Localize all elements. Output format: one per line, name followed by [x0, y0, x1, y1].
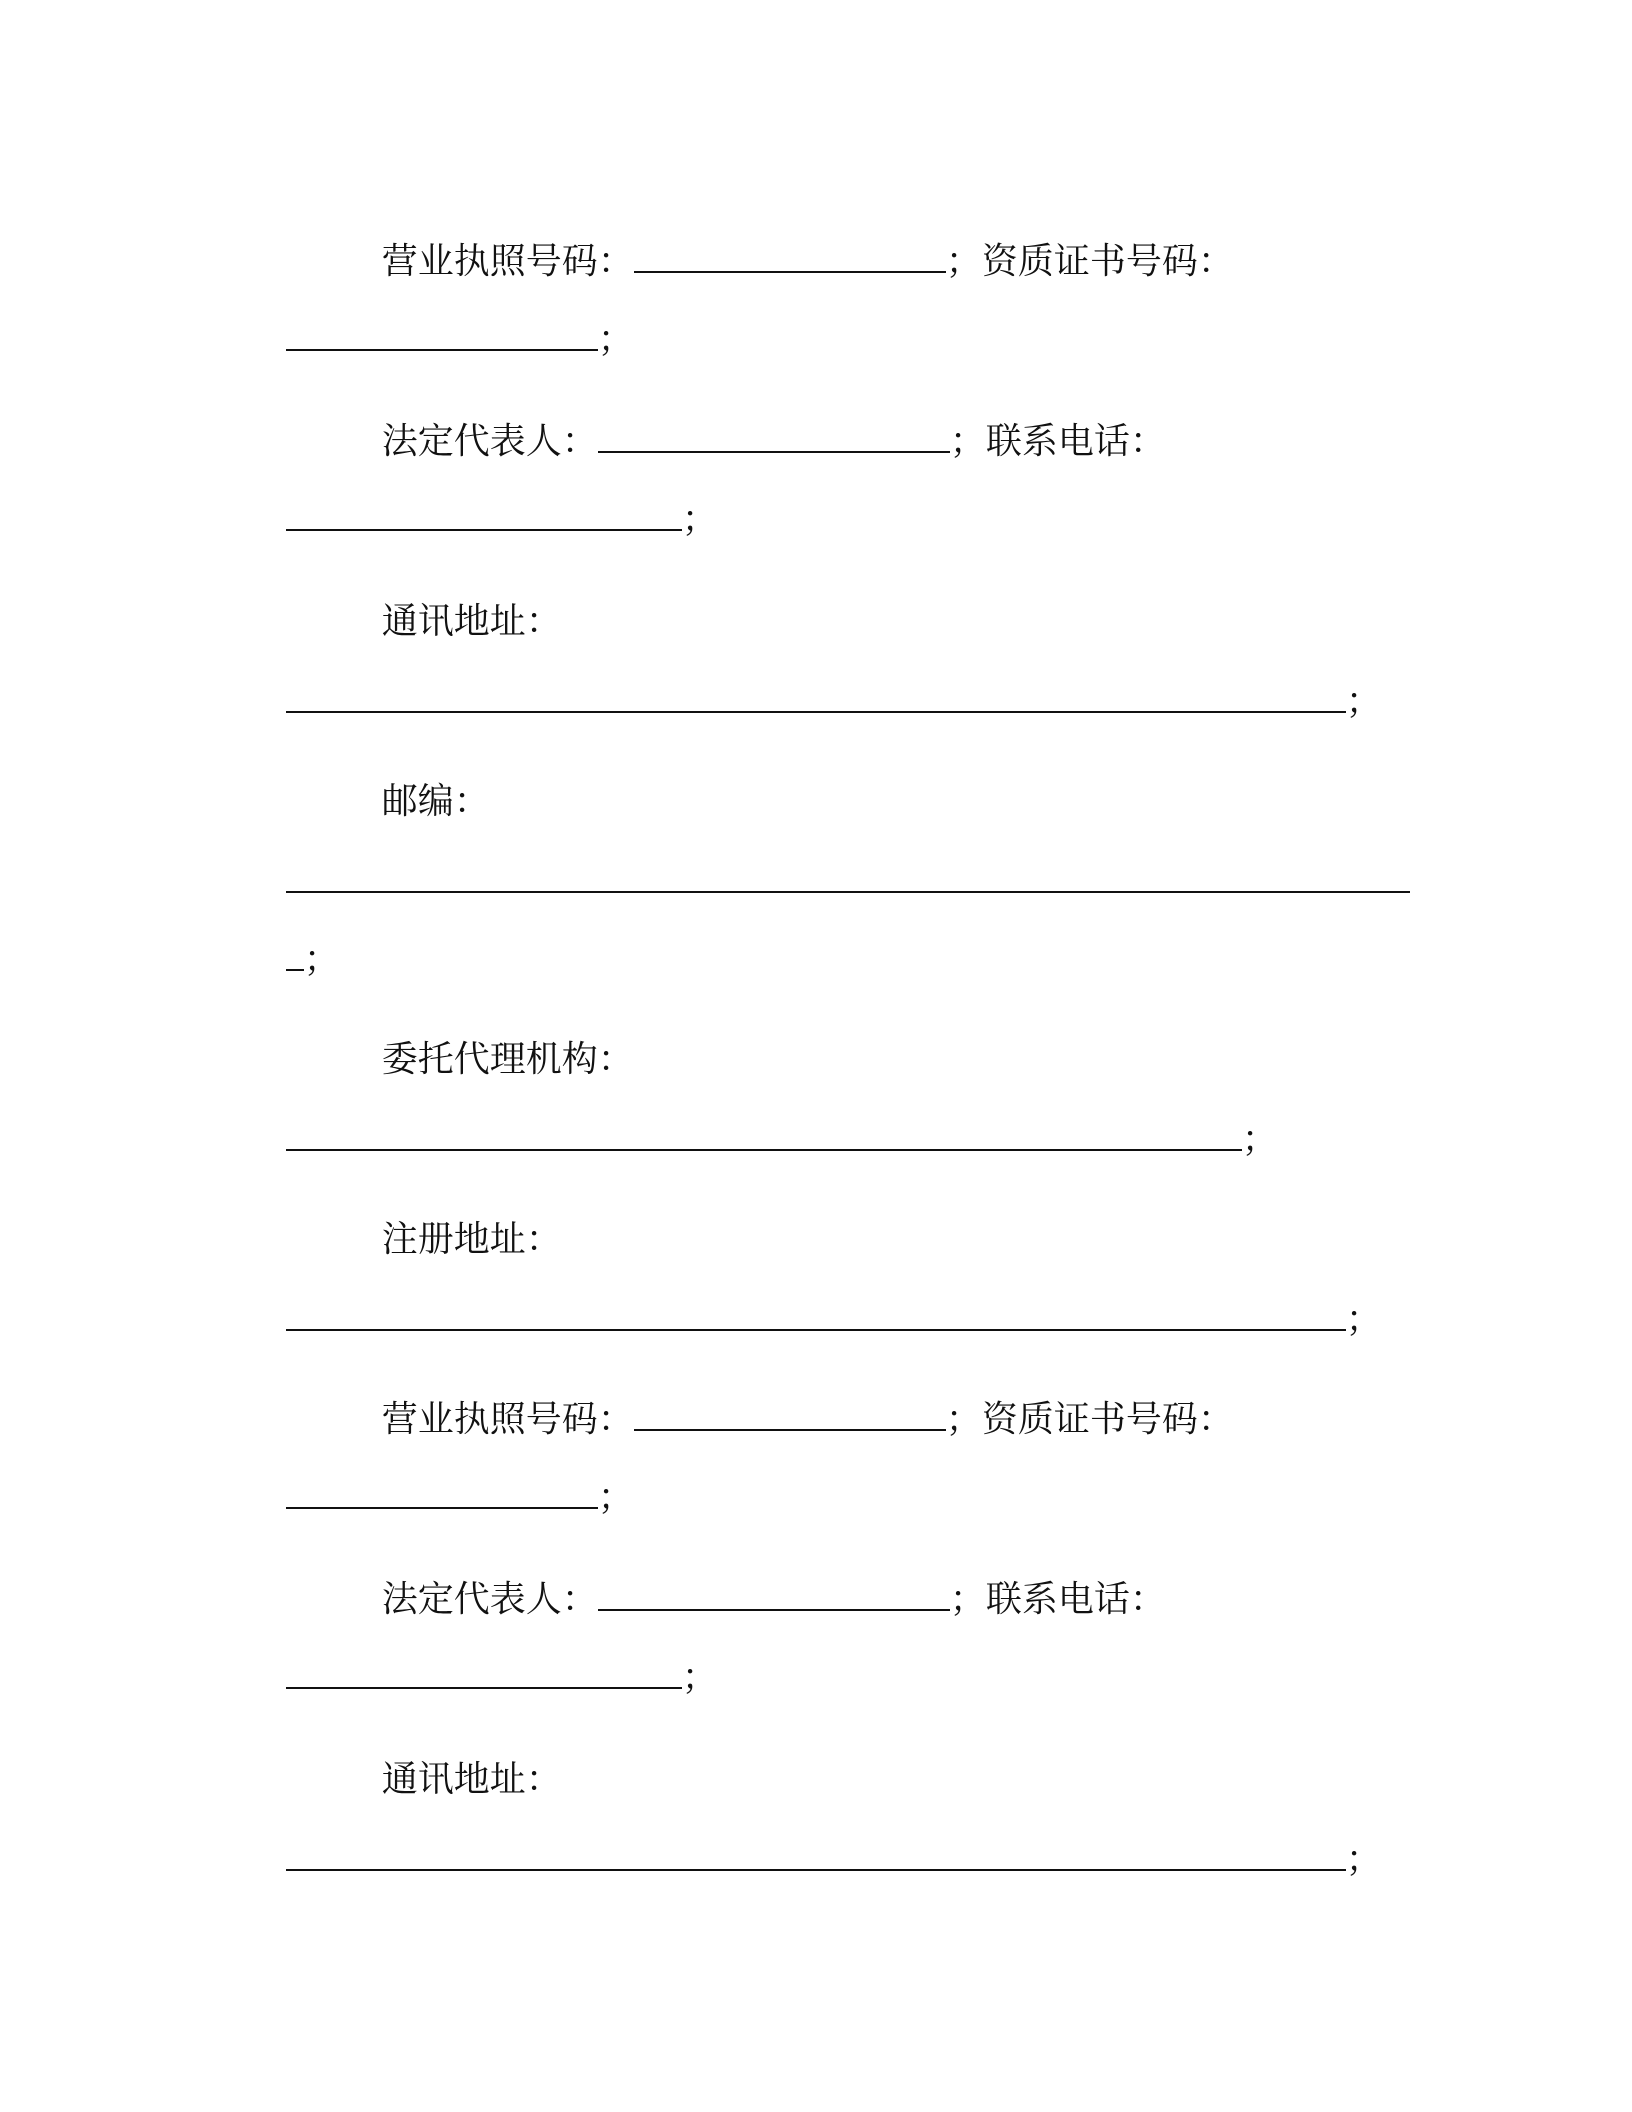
- separator: ；: [1241, 1119, 1278, 1160]
- license-number-label: 营业执照号码：: [381, 241, 634, 282]
- separator: ；: [945, 1399, 982, 1440]
- agency-label: 委托代理机构：: [381, 1039, 634, 1080]
- phone-label: 联系电话：: [985, 421, 1166, 462]
- address-continuation-2: [240, 1794, 1382, 1926]
- zip-continuation: [240, 816, 1410, 948]
- cert-number-blank[interactable]: [286, 319, 598, 351]
- zip-blank[interactable]: [286, 861, 1410, 893]
- zip-label: 邮编：: [381, 781, 490, 822]
- phone-blank[interactable]: [286, 499, 682, 531]
- separator: ；: [949, 421, 986, 462]
- address-label: 通讯地址：: [381, 1759, 562, 1800]
- separator: ；: [597, 319, 634, 360]
- separator: ；: [681, 499, 718, 540]
- separator: ；: [945, 241, 982, 282]
- legal-rep-blank[interactable]: [598, 421, 950, 453]
- zip-blank-end[interactable]: [286, 939, 304, 971]
- separator: ；: [681, 1657, 718, 1698]
- phone-blank[interactable]: [286, 1657, 682, 1689]
- reg-address-blank[interactable]: [286, 1299, 1346, 1331]
- separator: ；: [1345, 681, 1382, 722]
- phone-label: 联系电话：: [985, 1579, 1166, 1620]
- license-number-label: 营业执照号码：: [381, 1399, 634, 1440]
- separator: ；: [597, 1477, 634, 1518]
- cert-number-label: 资质证书号码：: [981, 241, 1234, 282]
- separator: ；: [949, 1579, 986, 1620]
- reg-address-label: 注册地址：: [381, 1219, 562, 1260]
- license-number-blank[interactable]: [634, 1399, 946, 1431]
- legal-rep-blank[interactable]: [598, 1579, 950, 1611]
- legal-rep-label: 法定代表人：: [381, 421, 598, 462]
- zip-end: [240, 894, 340, 1026]
- legal-rep-label: 法定代表人：: [381, 1579, 598, 1620]
- address-label: 通讯地址：: [381, 601, 562, 642]
- license-number-blank[interactable]: [634, 241, 946, 273]
- separator: ；: [1345, 1299, 1382, 1340]
- address-blank[interactable]: [286, 681, 1346, 713]
- separator: ；: [303, 939, 340, 980]
- address-blank[interactable]: [286, 1839, 1346, 1871]
- cert-number-label: 资质证书号码：: [981, 1399, 1234, 1440]
- cert-number-blank[interactable]: [286, 1477, 598, 1509]
- agency-blank[interactable]: [286, 1119, 1242, 1151]
- separator: ；: [1345, 1839, 1382, 1880]
